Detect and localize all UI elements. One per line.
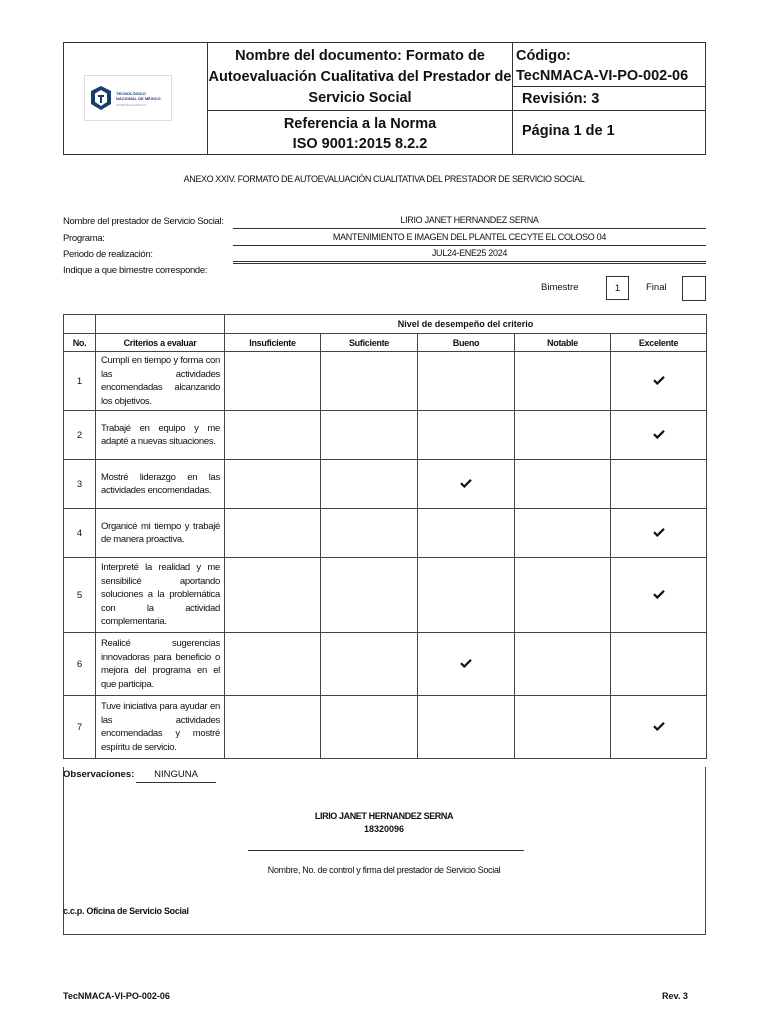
- rating-cell[interactable]: [321, 633, 418, 696]
- signer-control-number: 18320096: [363, 824, 405, 834]
- rating-cell[interactable]: [321, 509, 418, 558]
- row-number: 4: [64, 509, 96, 558]
- rating-cell[interactable]: [418, 352, 515, 411]
- footer-revision: Rev. 3: [662, 991, 688, 1001]
- ccp-note: c.c.p. Oficina de Servicio Social: [63, 906, 189, 916]
- rating-cell[interactable]: [611, 460, 707, 509]
- logo-text: TECNOLÓGICO: [116, 91, 146, 96]
- table-corner-cell: [64, 315, 96, 334]
- row-number: 1: [64, 352, 96, 411]
- row-number: 6: [64, 633, 96, 696]
- rating-cell[interactable]: [515, 460, 611, 509]
- column-header-no: No.: [64, 334, 96, 352]
- rating-cell[interactable]: [225, 558, 321, 633]
- checkmark-icon: [460, 658, 472, 668]
- row-number: 5: [64, 558, 96, 633]
- footer-code: TecNMACA-VI-PO-002-06: [63, 991, 170, 1001]
- rating-cell[interactable]: [418, 460, 515, 509]
- rating-cell[interactable]: [418, 411, 515, 460]
- criterion-text: Mostré liderazgo en las actividades encomendadas.: [96, 460, 225, 509]
- column-header-level: Bueno: [418, 334, 515, 352]
- rating-cell[interactable]: [611, 411, 707, 460]
- rating-cell[interactable]: [321, 558, 418, 633]
- column-header-row: [64, 334, 707, 352]
- criterion-text: Cumplí en tiempo y forma con las actividades encomendadas alcanzando los objetivos.: [96, 352, 225, 411]
- bimester-question-label: Indique a que bimestre corresponde:: [63, 265, 208, 276]
- rating-cell[interactable]: [418, 696, 515, 759]
- column-header-level: Excelente: [611, 334, 707, 352]
- norm-reference-line: ISO 9001:2015 8.2.2: [292, 136, 428, 152]
- revision-label: Revisión: 3: [522, 91, 600, 107]
- rating-cell[interactable]: [321, 411, 418, 460]
- rating-cell[interactable]: [611, 633, 707, 696]
- rating-cell[interactable]: [225, 352, 321, 411]
- rating-cell[interactable]: [418, 558, 515, 633]
- signer-name: LIRIO JANET HERNANDEZ SERNA: [314, 811, 454, 821]
- checkmark-icon: [653, 589, 665, 599]
- rating-cell[interactable]: [321, 352, 418, 411]
- document-header: [63, 42, 706, 155]
- header-divider: [207, 110, 705, 111]
- column-header-level: Insuficiente: [225, 334, 321, 352]
- rating-cell[interactable]: [611, 509, 707, 558]
- checkmark-icon: [653, 721, 665, 731]
- bimester-question-line: [233, 250, 706, 264]
- final-label: Final: [646, 282, 667, 293]
- criterion-text: Interpreté la realidad y me sensibilicé aportando soluciones a la problemática con la actividad complementaria.: [96, 558, 225, 633]
- signature-line: [248, 850, 524, 851]
- document-code: [516, 46, 688, 86]
- rating-cell[interactable]: [225, 411, 321, 460]
- rating-cell[interactable]: [515, 352, 611, 411]
- rating-cell[interactable]: [225, 509, 321, 558]
- code-value: TecNMACA-VI-PO-002-06: [516, 68, 689, 84]
- row-number: 7: [64, 696, 96, 759]
- header-divider: [512, 43, 513, 154]
- rating-cell[interactable]: [418, 633, 515, 696]
- rating-cell[interactable]: [611, 352, 707, 411]
- period-field[interactable]: JUL24-ENE25 2024: [233, 248, 706, 262]
- rating-cell[interactable]: [321, 460, 418, 509]
- logo-text: CAMPUS ACAPULCO: [116, 103, 147, 107]
- table-row: [64, 558, 707, 633]
- criterion-text: Realicé sugerencias innovadoras para beneficio o mejora del programa en el que participa.: [96, 633, 225, 696]
- logo-mark-icon: [89, 85, 113, 111]
- checkmark-icon: [653, 527, 665, 537]
- checkmark-icon: [653, 429, 665, 439]
- row-number: 3: [64, 460, 96, 509]
- rating-cell[interactable]: [418, 509, 515, 558]
- rating-cell[interactable]: [515, 411, 611, 460]
- criterion-text: Trabajé en equipo y me adapté a nuevas situaciones.: [96, 411, 225, 460]
- table-row: [64, 460, 707, 509]
- rating-cell[interactable]: [515, 633, 611, 696]
- rating-cell[interactable]: [225, 633, 321, 696]
- logo-text: NACIONAL DE MÉXICO: [116, 96, 161, 101]
- table-row: [64, 509, 707, 558]
- program-field[interactable]: MANTENIMIENTO E IMAGEN DEL PLANTEL CECYTE EL COLOSO 04: [233, 232, 706, 246]
- rating-cell[interactable]: [515, 558, 611, 633]
- document-title: [208, 46, 512, 109]
- observations-label: Observaciones:: [63, 769, 135, 780]
- rating-cell[interactable]: [515, 509, 611, 558]
- annex-title: ANEXO XXIV. FORMATO DE AUTOEVALUACIÓN CUALITATIVA DEL PRESTADOR DE SERVICIO SOCIAL: [183, 174, 585, 184]
- rating-cell[interactable]: [225, 460, 321, 509]
- page-label: Página 1 de 1: [522, 123, 615, 139]
- bimestre-box[interactable]: 1: [606, 276, 629, 300]
- criterion-text: Tuve iniciativa para ayudar en las actividades encomendadas y mostré espíritu de servicio.: [96, 696, 225, 759]
- level-header: Nivel de desempeño del criterio: [225, 315, 707, 334]
- rating-cell[interactable]: [611, 558, 707, 633]
- program-label: Programa:: [63, 233, 105, 244]
- table-row: [64, 696, 707, 759]
- row-number: 2: [64, 411, 96, 460]
- bimestre-label: Bimestre: [541, 282, 579, 293]
- signature-caption: Nombre, No. de control y firma del prestador de Servicio Social: [267, 865, 501, 875]
- checkmark-icon: [653, 375, 665, 385]
- column-header-criteria: Criterios a evaluar: [96, 334, 225, 352]
- code-label: Código:: [516, 48, 571, 64]
- rating-cell[interactable]: [515, 696, 611, 759]
- column-header-level: Suficiente: [321, 334, 418, 352]
- norm-reference: [208, 114, 512, 154]
- table-row: [64, 352, 707, 411]
- document-title-line: Nombre del documento: Formato de: [235, 48, 485, 64]
- checkmark-icon: [460, 478, 472, 488]
- table-corner-cell: [96, 315, 225, 334]
- norm-reference-line: Referencia a la Norma: [283, 116, 437, 132]
- criterion-text: Organicé mi tiempo y trabajé de manera proactiva.: [96, 509, 225, 558]
- name-label: Nombre del prestador de Servicio Social:: [63, 216, 224, 227]
- criteria-table: [63, 314, 707, 759]
- document-title-line: Autoevaluación Cualitativa del Prestador de: [208, 69, 512, 85]
- document-title-line: Servicio Social: [308, 90, 412, 106]
- institution-logo: [84, 75, 172, 121]
- final-box[interactable]: [682, 276, 706, 301]
- column-header-level: Notable: [515, 334, 611, 352]
- rating-cell[interactable]: [611, 696, 707, 759]
- rating-cell[interactable]: [321, 696, 418, 759]
- name-field[interactable]: LIRIO JANET HERNANDEZ SERNA: [233, 215, 706, 229]
- header-divider: [512, 86, 705, 87]
- table-row: [64, 633, 707, 696]
- table-row: [64, 411, 707, 460]
- observations-field[interactable]: NINGUNA: [136, 769, 216, 783]
- rating-cell[interactable]: [225, 696, 321, 759]
- period-label: Periodo de realización:: [63, 249, 153, 260]
